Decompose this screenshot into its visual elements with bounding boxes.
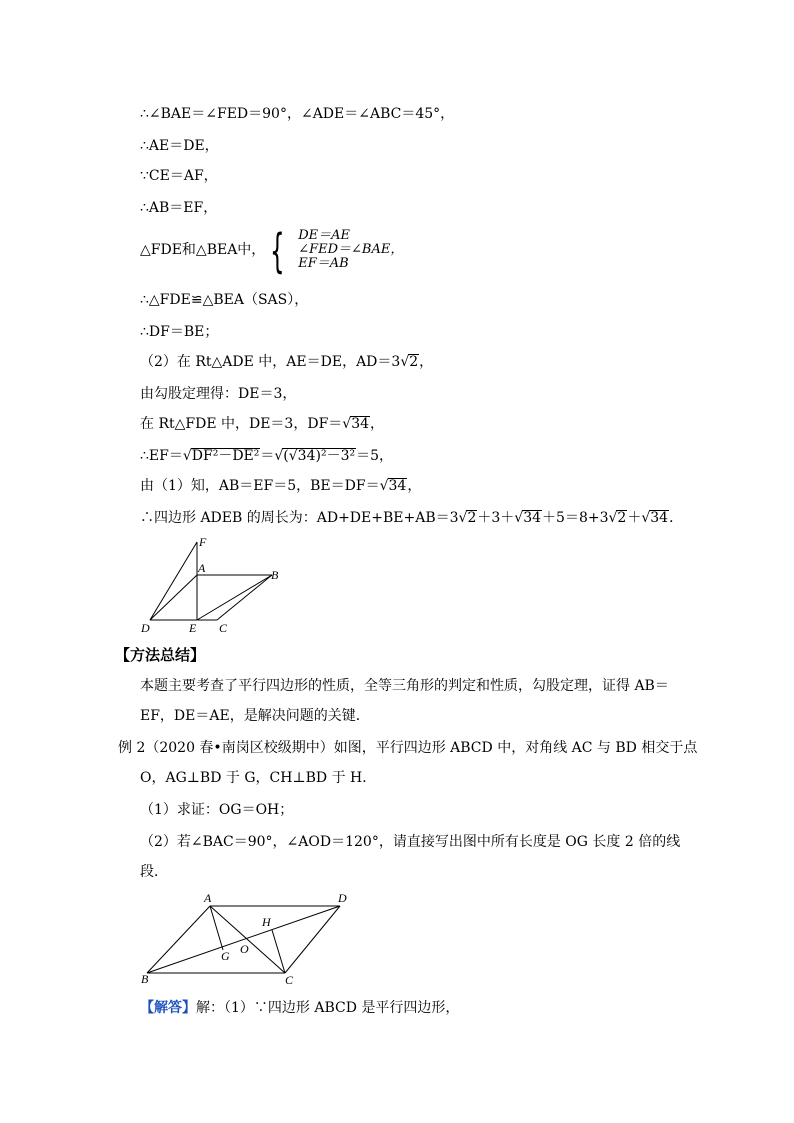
- figure-parallelogram-2: [135, 888, 360, 988]
- proof-line-1: ∴∠BAE＝∠FED＝90°，∠ADE＝∠ABC＝45°，: [140, 106, 455, 122]
- sqrt-value: DF²－DE²: [191, 448, 260, 464]
- segment-df: [150, 542, 197, 620]
- text-seg: ＋3＋: [477, 510, 515, 526]
- text-seg: 由（1）知，AB＝EF＝5，BE＝DF＝: [140, 478, 380, 494]
- text-seg: ．: [669, 510, 684, 526]
- label-d: D: [338, 891, 347, 905]
- sqrt-value: 34: [388, 478, 407, 494]
- sqrt-value: 34: [650, 510, 669, 526]
- text-seg: ，: [407, 478, 422, 494]
- text-seg: ∴EF＝: [140, 448, 183, 464]
- proof-line-12: 由（1）知，AB＝EF＝5，BE＝DF＝√34，: [140, 478, 422, 494]
- text-seg: （2）在 Rt△ADE 中，AE＝DE，AD＝3: [140, 354, 401, 370]
- system-row-2: ∠FED＝∠BAE，: [298, 242, 404, 257]
- segment-eb: [197, 575, 272, 620]
- proof-line-13: ∴四边形 ADEB 的周长为：AD+DE+BE+AB＝3√2＋3＋√34＋5＝8+3√2＋√34．: [140, 510, 684, 526]
- proof-line-3: ∵CE＝AF，: [140, 168, 218, 184]
- method-summary-text-2: EF，DE＝AE，是解决问题的关键．: [140, 708, 370, 724]
- answer-tag: 【解答】: [140, 1000, 196, 1016]
- proof-line-10: 在 Rt△FDE 中，DE＝3，DF＝√34，: [140, 416, 385, 432]
- proof-line-11: ∴EF＝√DF²－DE²＝√(√34)²－3²＝5，: [140, 448, 394, 464]
- text-seg: ，: [370, 416, 385, 432]
- sqrt-value: 2: [409, 354, 419, 370]
- proof-line-9: 由勾股定理得：DE＝3，: [140, 386, 297, 402]
- label-e: E: [189, 621, 197, 635]
- example-2-question-1: （1）求证：OG＝OH；: [140, 802, 294, 818]
- example-2-conditions: O，AG⊥BD 于 G，CH⊥BD 于 H．: [140, 770, 377, 786]
- answer-line: [140, 998, 459, 1018]
- text-seg: ∴四边形 ADEB 的周长为：AD+DE+BE+AB＝3: [140, 510, 459, 526]
- answer-text: 解：（1）∵四边形 ABCD 是平行四边形，: [196, 1000, 460, 1016]
- example-2-question-2-cont: 段．: [140, 864, 168, 880]
- method-summary-heading: 【方法总结】: [115, 646, 206, 664]
- proof-line-5: [140, 224, 404, 278]
- method-summary-text-1: 本题主要考查了平行四边形的性质，全等三角形的判定和性质，勾股定理，证得 AB＝: [140, 678, 669, 694]
- proof-line-4: ∴AB＝EF，: [140, 200, 218, 216]
- label-c: C: [219, 621, 228, 635]
- text-seg: ＋5＝8+3: [542, 510, 609, 526]
- system-row-3: EF＝AB: [298, 256, 349, 271]
- proof-line-8: （2）在 Rt△ADE 中，AE＝DE，AD＝3√2，: [140, 354, 434, 370]
- system-row-1: DE＝AE: [298, 228, 351, 243]
- sqrt-value: 34: [351, 416, 370, 432]
- proof-line-2: ∴AE＝DE，: [140, 138, 219, 154]
- label-f: F: [199, 535, 207, 549]
- system-brace: {: [269, 224, 285, 278]
- segment-ba: [147, 906, 210, 973]
- proof-line-7: ∴DF＝BE；: [140, 324, 219, 340]
- label-a: A: [204, 891, 212, 905]
- sqrt-value: 2: [617, 510, 627, 526]
- label-h: H: [262, 915, 271, 929]
- label-g: G: [221, 949, 230, 963]
- label-b: B: [271, 568, 279, 582]
- example-2-question-2: （2）若∠BAC＝90°，∠AOD＝120°，请直接写出图中所有长度是 OG 长度 2 倍的线: [140, 834, 681, 850]
- proof-line-6: ∴△FDE≌△BEA（SAS），: [140, 292, 309, 308]
- label-c: C: [285, 973, 294, 987]
- text-seg: 在 Rt△FDE 中，DE＝3，DF＝: [140, 416, 343, 432]
- figure-parallelogram-1: [135, 535, 295, 635]
- label-b: B: [141, 972, 149, 986]
- label-d: D: [141, 621, 150, 635]
- text-seg: ，: [419, 354, 434, 370]
- text-seg: ＝5，: [356, 448, 394, 464]
- segment-ag: [210, 906, 223, 950]
- text-seg: ＝: [260, 448, 275, 464]
- diagonal-bd: [147, 906, 340, 973]
- sqrt-value: 34: [523, 510, 542, 526]
- sqrt-value: (√34)²－3²: [283, 448, 356, 464]
- text-seg: ＋: [627, 510, 642, 526]
- sqrt-value: 2: [467, 510, 477, 526]
- example-2-intro: 例 2（2020 春•南岗区校级期中）如图，平行四边形 ABCD 中，对角线 AC 与 BD 相交于点: [118, 740, 698, 756]
- congruence-intro: △FDE和△BEA中，: [140, 242, 266, 258]
- label-o: O: [240, 942, 249, 956]
- segment-bc: [217, 575, 272, 620]
- label-a: A: [198, 561, 206, 575]
- congruence-system: [298, 229, 403, 271]
